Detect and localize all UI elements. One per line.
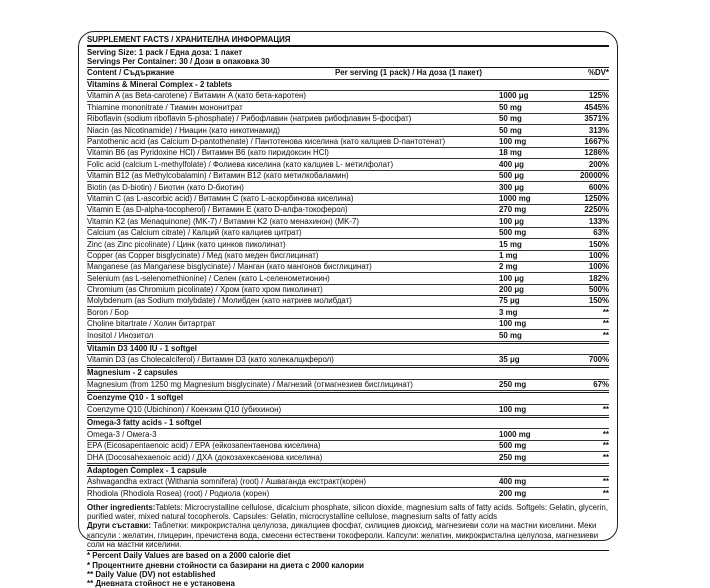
nutrient-amount: 2 mg: [499, 262, 518, 272]
nutrient-row: [87, 405, 609, 416]
nutrient-dv: 200%: [588, 159, 609, 169]
nutrient-row: [87, 296, 609, 307]
nutrient-name: Biotin (as D-biotin) / Биотин (като D-биотин): [87, 182, 244, 192]
nutrient-name: Pantothenic acid (as Calcium D-pantothenate) / Пантотенова киселина (като калциев D-пантотенат): [87, 137, 446, 147]
nutrient-dv: 313%: [588, 125, 609, 135]
nutrient-row: [87, 102, 609, 113]
nutrient-name: Molybdenum (as Sodium molybdate) / Молибден (като натриев молибдат): [87, 296, 352, 306]
nutrient-name: Magnesium (from 1250 mg Magnesium bisglycinate) / Магнезий (отмагнезиев бисглицинат): [87, 380, 413, 390]
header-per-serving: Per serving (1 pack) / На доза (1 пакет): [335, 68, 483, 78]
section-title: Magnesium - 2 capsules: [87, 368, 609, 379]
nutrient-name: Coenzyme Q10 (Ubichinon) / Коензим Q10 (убихинон): [87, 405, 282, 414]
nutrient-amount: 1 mg: [499, 250, 518, 260]
table-header: [87, 68, 609, 79]
nutrient-amount: 18 mg: [499, 148, 522, 158]
nutrient-name: Choline bitartrate / Холин битартрат: [87, 319, 216, 329]
nutrient-amount: 100 mg: [499, 137, 527, 147]
nutrient-row: [87, 148, 609, 159]
nutrient-amount: 100 mg: [499, 405, 527, 414]
servings-per-container: Servings Per Container: 30 / Дози в опаковка 30: [87, 57, 270, 67]
nutrient-name: Vitamin E (as D-alpha-tocopherol) / Витамин E (като D-алфа-токоферол): [87, 205, 348, 215]
nutrient-amount: 35 μg: [499, 355, 520, 365]
nutrient-amount: 1000 mg: [499, 193, 531, 203]
title-divider: [87, 45, 609, 47]
nutrient-name: Vitamin D3 (as Cholecalciferol) / Витамин D3 (като холекалциферол): [87, 355, 334, 365]
nutrient-row: [87, 205, 609, 216]
nutrient-dv: **: [602, 452, 609, 462]
section-title: Adaptogen Complex - 1 capsule: [87, 466, 609, 477]
nutrient-dv: 1286%: [584, 148, 609, 158]
nutrient-amount: 400 μg: [499, 159, 525, 169]
nutrient-amount: 200 μg: [499, 285, 525, 295]
nutrient-dv: 3571%: [584, 114, 609, 124]
nutrient-amount: 50 mg: [499, 102, 522, 112]
nutrient-amount: 500 mg: [499, 441, 527, 451]
footnote: * Percent Daily Values are based on a 2000 calorie diet: [87, 551, 291, 561]
section-title: Omega-3 fatty acids - 1 softgel: [87, 418, 609, 429]
nutrient-name: Vitamin A (as Beta-carotene) / Витамин A (като бета-каротен): [87, 91, 307, 101]
nutrient-row: [87, 307, 609, 318]
nutrient-dv: **: [602, 330, 609, 340]
section-title: Coenzyme Q10 - 1 softgel: [87, 393, 609, 404]
footnote: * Процентните дневни стойности са базирани на диета с 2000 калории: [87, 560, 364, 570]
nutrient-amount: 15 mg: [499, 239, 522, 249]
nutrient-dv: 150%: [588, 239, 609, 249]
nutrient-row: [87, 216, 609, 227]
nutrient-dv: 150%: [588, 296, 609, 306]
nutrient-dv: **: [602, 307, 609, 317]
nutrient-row: [87, 441, 609, 452]
footnote: ** Дневната стойност не е установена: [87, 579, 235, 588]
nutrient-name: Thiamine mononitrate / Тиамин мононитрат: [87, 102, 243, 112]
nutrient-name: Rhodiola (Rhodiola Rosea) (root) / Родиола (корен): [87, 488, 270, 498]
nutrient-row: [87, 380, 609, 391]
nutrient-dv: **: [602, 477, 609, 487]
nutrient-dv: 67%: [593, 380, 609, 390]
nutrient-row: [87, 452, 609, 463]
nutrient-name: Vitamin K2 (as Menaquinone) (MK-7) / Витамин K2 (като менахинон) (MK-7): [87, 216, 360, 226]
nutrient-amount: 200 mg: [499, 488, 527, 498]
nutrient-dv: 600%: [588, 182, 609, 192]
nutrient-dv: 700%: [588, 355, 609, 365]
nutrient-amount: 500 μg: [499, 171, 525, 181]
nutrient-amount: 1000 mg: [499, 429, 531, 439]
nutrient-name: Manganese (as Manganese bisglycinate) / Манган (като мангонов бисглицинат): [87, 262, 372, 272]
nutrient-dv: 100%: [588, 250, 609, 260]
nutrient-name: Niacin (as Nicotinamide) / Ниацин (като никотинамид): [87, 125, 280, 135]
nutrient-dv: 63%: [593, 228, 609, 238]
nutrient-amount: 3 mg: [499, 307, 518, 317]
nutrient-name: EPA (Eicosapentaenoic acid) / ЕРА (ейкозапентаенова киселина): [87, 441, 321, 451]
nutrient-dv: 20000%: [580, 171, 609, 181]
nutrient-name: Ashwagandha extract (Withania somnifera) (root) / Ашваганда екстракт(корен): [87, 477, 366, 487]
nutrient-dv: 133%: [588, 216, 609, 226]
nutrient-row: [87, 355, 609, 366]
nutrient-row: [87, 137, 609, 148]
nutrient-row: [87, 171, 609, 182]
nutrient-name: Riboflavin (sodium riboflavin 5-phosphate) / Рибофлавин (натриев рибофлавин 5-фосфат): [87, 114, 412, 124]
nutrient-amount: 75 μg: [499, 296, 520, 306]
nutrient-name: Calcium (as Calcium citrate) / Калций (като калциев цитрат): [87, 228, 302, 238]
nutrient-row: [87, 125, 609, 136]
label-title: SUPPLEMENT FACTS / ХРАНИТЕЛНА ИНФОРМАЦИЯ: [87, 35, 291, 44]
nutrient-amount: 270 mg: [499, 205, 527, 215]
nutrient-dv: 182%: [588, 273, 609, 283]
footnote: ** Daily Value (DV) not established: [87, 569, 216, 579]
nutrient-dv: **: [602, 488, 609, 498]
nutrient-dv: 125%: [588, 91, 609, 101]
header-content: Content / Съдържание: [87, 68, 175, 78]
nutrient-dv: 4545%: [584, 102, 609, 112]
nutrient-row: [87, 319, 609, 330]
nutrient-name: Vitamin B12 (as Methylcobalamin) / Витамин B12 (като метилкобаламин): [87, 171, 349, 181]
nutrient-row: [87, 273, 609, 284]
nutrient-row: [87, 91, 609, 102]
nutrient-amount: 100 μg: [499, 273, 525, 283]
nutrient-name: DHA (Docosahexaenoic acid) / ДХА (докозахексаенова киселина): [87, 452, 323, 462]
nutrient-name: Inositol / Инозитол: [87, 330, 154, 340]
nutrient-name: Copper (as Copper bisglycinate) / Мед (като меден бисглицинат): [87, 250, 319, 260]
header-dv: %DV*: [587, 68, 609, 78]
nutrient-amount: 100 μg: [499, 216, 525, 226]
nutrient-row: [87, 285, 609, 296]
nutrient-name: Folic acid (calcium L-methylfolate) / Фолиева киселина (като калциев L- метилфолат): [87, 159, 394, 169]
nutrient-name: Chromium (as Chromium picolinate) / Хром (като хром пиколинат): [87, 285, 323, 295]
nutrient-name: Vitamin C (as L-ascorbic acid) / Витамин C (като L-аскорбинова киселина): [87, 193, 354, 203]
ingredients-bg-label: Други съставки:: [87, 521, 152, 531]
nutrient-sections: [87, 80, 609, 500]
nutrient-row: [87, 262, 609, 273]
ingredients-bg-text: Таблетки: микрокристална целулоза, дикалциев фосфат, силициев диоксид, магнезиеви соли на мастни киселини. Меки капсули : желатин, глицерин, пречистена вода, смесени естествени токофероли. Капсули: желатин, микрокристална целулоза, магнезиеви соли на мастни киселини.: [87, 521, 599, 549]
nutrient-amount: 100 mg: [499, 319, 527, 329]
nutrient-row: [87, 228, 609, 239]
nutrient-dv: 1250%: [584, 193, 609, 203]
nutrient-row: [87, 182, 609, 193]
nutrient-row: [87, 251, 609, 262]
nutrient-dv: **: [602, 441, 609, 451]
nutrient-row: [87, 114, 609, 125]
nutrient-row: [87, 239, 609, 250]
nutrient-amount: 400 mg: [499, 477, 527, 487]
ingredients-en-text: Tablets: Microcrystalline cellulose, dicalcium phosphate, silicon dioxide, magnesium salts of fatty acids. Softgels: Gelatin, glycerin, purified water, mixed natural tocopherols. Capsules: Gelatin, microcrystalline cellulose, magnesium salts of fatty acids: [87, 502, 609, 522]
nutrient-name: Zinc (as Zinc picolinate) / Цинк (като цинков пиколинат): [87, 239, 286, 249]
section-title: Vitamin D3 1400 IU - 1 softgel: [87, 344, 609, 355]
nutrient-dv: 500%: [588, 285, 609, 295]
nutrient-amount: 250 mg: [499, 380, 527, 390]
nutrient-row: [87, 429, 609, 440]
nutrient-amount: 50 mg: [499, 125, 522, 135]
nutrient-dv: **: [602, 405, 609, 414]
nutrient-amount: 300 μg: [499, 182, 525, 192]
serving-size: Serving Size: 1 pack / Една доза: 1 пакет: [87, 48, 243, 58]
nutrient-dv: **: [602, 319, 609, 329]
ingredients-block: [87, 503, 609, 549]
nutrient-name: Omega-3 / Омега-3: [87, 429, 157, 439]
nutrient-name: Boron / Бор: [87, 307, 129, 317]
supplement-facts-label: [78, 31, 618, 588]
nutrient-amount: 1000 μg: [499, 91, 529, 101]
nutrient-row: [87, 330, 609, 341]
nutrient-amount: 250 mg: [499, 452, 527, 462]
nutrient-row: [87, 477, 609, 488]
nutrient-row: [87, 159, 609, 170]
nutrient-dv: 100%: [588, 262, 609, 272]
nutrient-row: [87, 194, 609, 205]
section-title: Vitamins & Mineral Complex - 2 tablets: [87, 80, 609, 91]
nutrient-row: [87, 488, 609, 499]
nutrient-dv: **: [602, 429, 609, 439]
nutrient-dv: 1667%: [584, 137, 609, 147]
nutrient-name: Vitamin B6 (as Pyridoxine HCl) / Витамин B6 (като пиридоксин HCl): [87, 148, 329, 158]
nutrient-amount: 500 mg: [499, 228, 527, 238]
nutrient-amount: 50 mg: [499, 114, 522, 124]
nutrient-amount: 50 mg: [499, 330, 522, 340]
nutrient-name: Selenium (as L-selenomethionine) / Селен (като L-селенометионин): [87, 273, 330, 283]
nutrient-dv: 2250%: [584, 205, 609, 215]
ingredients-en-label: Other ingredients:: [87, 502, 156, 512]
